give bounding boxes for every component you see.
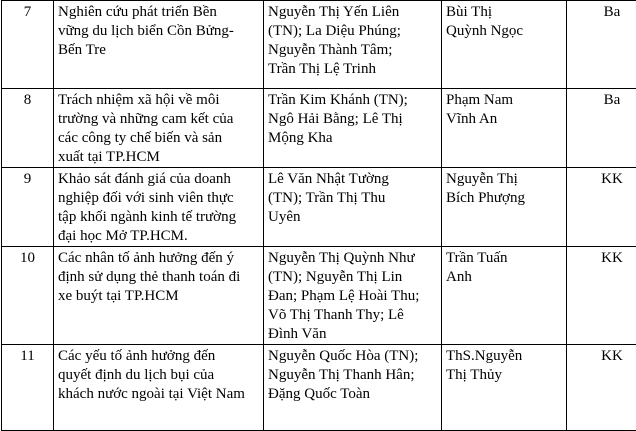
advisor-cell xyxy=(442,168,567,247)
prize-cell: KK xyxy=(567,345,636,431)
row-number: 9 xyxy=(2,168,54,247)
authors-line: (TN); La Diệu Phúng; xyxy=(268,22,437,41)
topic-line: tập khối ngành kinh tế trường xyxy=(58,208,259,227)
advisor-cell xyxy=(442,247,567,345)
advisor-line: Trần Tuấn xyxy=(446,249,562,268)
authors-line: Đặng Quốc Toàn xyxy=(268,385,437,404)
topic-line: vững du lịch biển Cồn Bửng- xyxy=(58,22,259,41)
topic-cell xyxy=(54,1,264,89)
awards-table xyxy=(1,0,636,431)
authors-line: Trần Kim Khánh (TN); xyxy=(268,91,437,110)
advisor-line: Thị Thủy xyxy=(446,366,562,385)
authors-line: Mộng Kha xyxy=(268,129,437,148)
authors-line: Ngô Hải Bằng; Lê Thị xyxy=(268,110,437,129)
advisor-line: Nguyễn Thị xyxy=(446,170,562,189)
prize-cell: KK xyxy=(567,247,636,345)
topic-line: Trách nhiệm xã hội về môi xyxy=(58,91,259,110)
authors-line: Nguyễn Quốc Hòa (TN); xyxy=(268,347,437,366)
authors-line: Uyên xyxy=(268,208,437,227)
table-row xyxy=(2,345,636,431)
authors-line: Nguyễn Thành Tâm; xyxy=(268,41,437,60)
topic-cell xyxy=(54,89,264,168)
topic-line: định sử dụng thẻ thanh toán đi xyxy=(58,268,259,287)
topic-line: trường và những cam kết của xyxy=(58,110,259,129)
topic-line: Các nhân tố ảnh hưởng đến ý xyxy=(58,249,259,268)
authors-line: Trần Thị Lệ Trinh xyxy=(268,60,437,79)
advisor-line: Vĩnh An xyxy=(446,110,562,129)
advisor-line: Bùi Thị xyxy=(446,3,562,22)
topic-cell xyxy=(54,168,264,247)
prize-cell: Ba xyxy=(567,89,636,168)
authors-line: (TN); Trần Thị Thu xyxy=(268,189,437,208)
table-row xyxy=(2,1,636,89)
prize-cell: KK xyxy=(567,168,636,247)
topic-line: xuất tại TP.HCM xyxy=(58,148,259,167)
advisor-cell xyxy=(442,89,567,168)
authors-cell xyxy=(264,168,442,247)
row-number: 11 xyxy=(2,345,54,431)
advisor-line: Phạm Nam xyxy=(446,91,562,110)
topic-line: Khảo sát đánh giá của doanh xyxy=(58,170,259,189)
advisor-line: Anh xyxy=(446,268,562,287)
authors-line: Đình Văn xyxy=(268,325,437,344)
topic-line: đại học Mở TP.HCM. xyxy=(58,227,259,246)
row-number: 8 xyxy=(2,89,54,168)
advisor-cell xyxy=(442,345,567,431)
prize-cell: Ba xyxy=(567,1,636,89)
topic-line: Bến Tre xyxy=(58,41,259,60)
authors-line: Nguyễn Thị Thanh Hân; xyxy=(268,366,437,385)
topic-line: Nghiên cứu phát triển Bền xyxy=(58,3,259,22)
authors-line: Đan; Phạm Lệ Hoài Thu; xyxy=(268,287,437,306)
authors-line: Nguyễn Thị Quỳnh Như xyxy=(268,249,437,268)
table-row xyxy=(2,89,636,168)
topic-cell xyxy=(54,247,264,345)
advisor-line: ThS.Nguyễn xyxy=(446,347,562,366)
topic-line: các công ty chế biến và sản xyxy=(58,129,259,148)
authors-line: Nguyễn Thị Yến Liên xyxy=(268,3,437,22)
authors-cell xyxy=(264,247,442,345)
authors-line: Võ Thị Thanh Thy; Lê xyxy=(268,306,437,325)
authors-cell xyxy=(264,1,442,89)
row-number: 7 xyxy=(2,1,54,89)
topic-line: khách nước ngoài tại Việt Nam xyxy=(58,385,259,404)
topic-line: Các yếu tố ảnh hưởng đến xyxy=(58,347,259,366)
authors-cell xyxy=(264,345,442,431)
topic-line: quyết định du lịch bụi của xyxy=(58,366,259,385)
advisor-cell xyxy=(442,1,567,89)
table-row xyxy=(2,247,636,345)
authors-line: Lê Văn Nhật Tường xyxy=(268,170,437,189)
table-row xyxy=(2,168,636,247)
advisor-line: Bích Phượng xyxy=(446,189,562,208)
authors-cell xyxy=(264,89,442,168)
advisor-line: Quỳnh Ngọc xyxy=(446,22,562,41)
authors-line: (TN); Nguyễn Thị Lin xyxy=(268,268,437,287)
topic-line: nghiệp đối với sinh viên thực xyxy=(58,189,259,208)
topic-line: xe buýt tại TP.HCM xyxy=(58,287,259,306)
topic-cell xyxy=(54,345,264,431)
row-number: 10 xyxy=(2,247,54,345)
